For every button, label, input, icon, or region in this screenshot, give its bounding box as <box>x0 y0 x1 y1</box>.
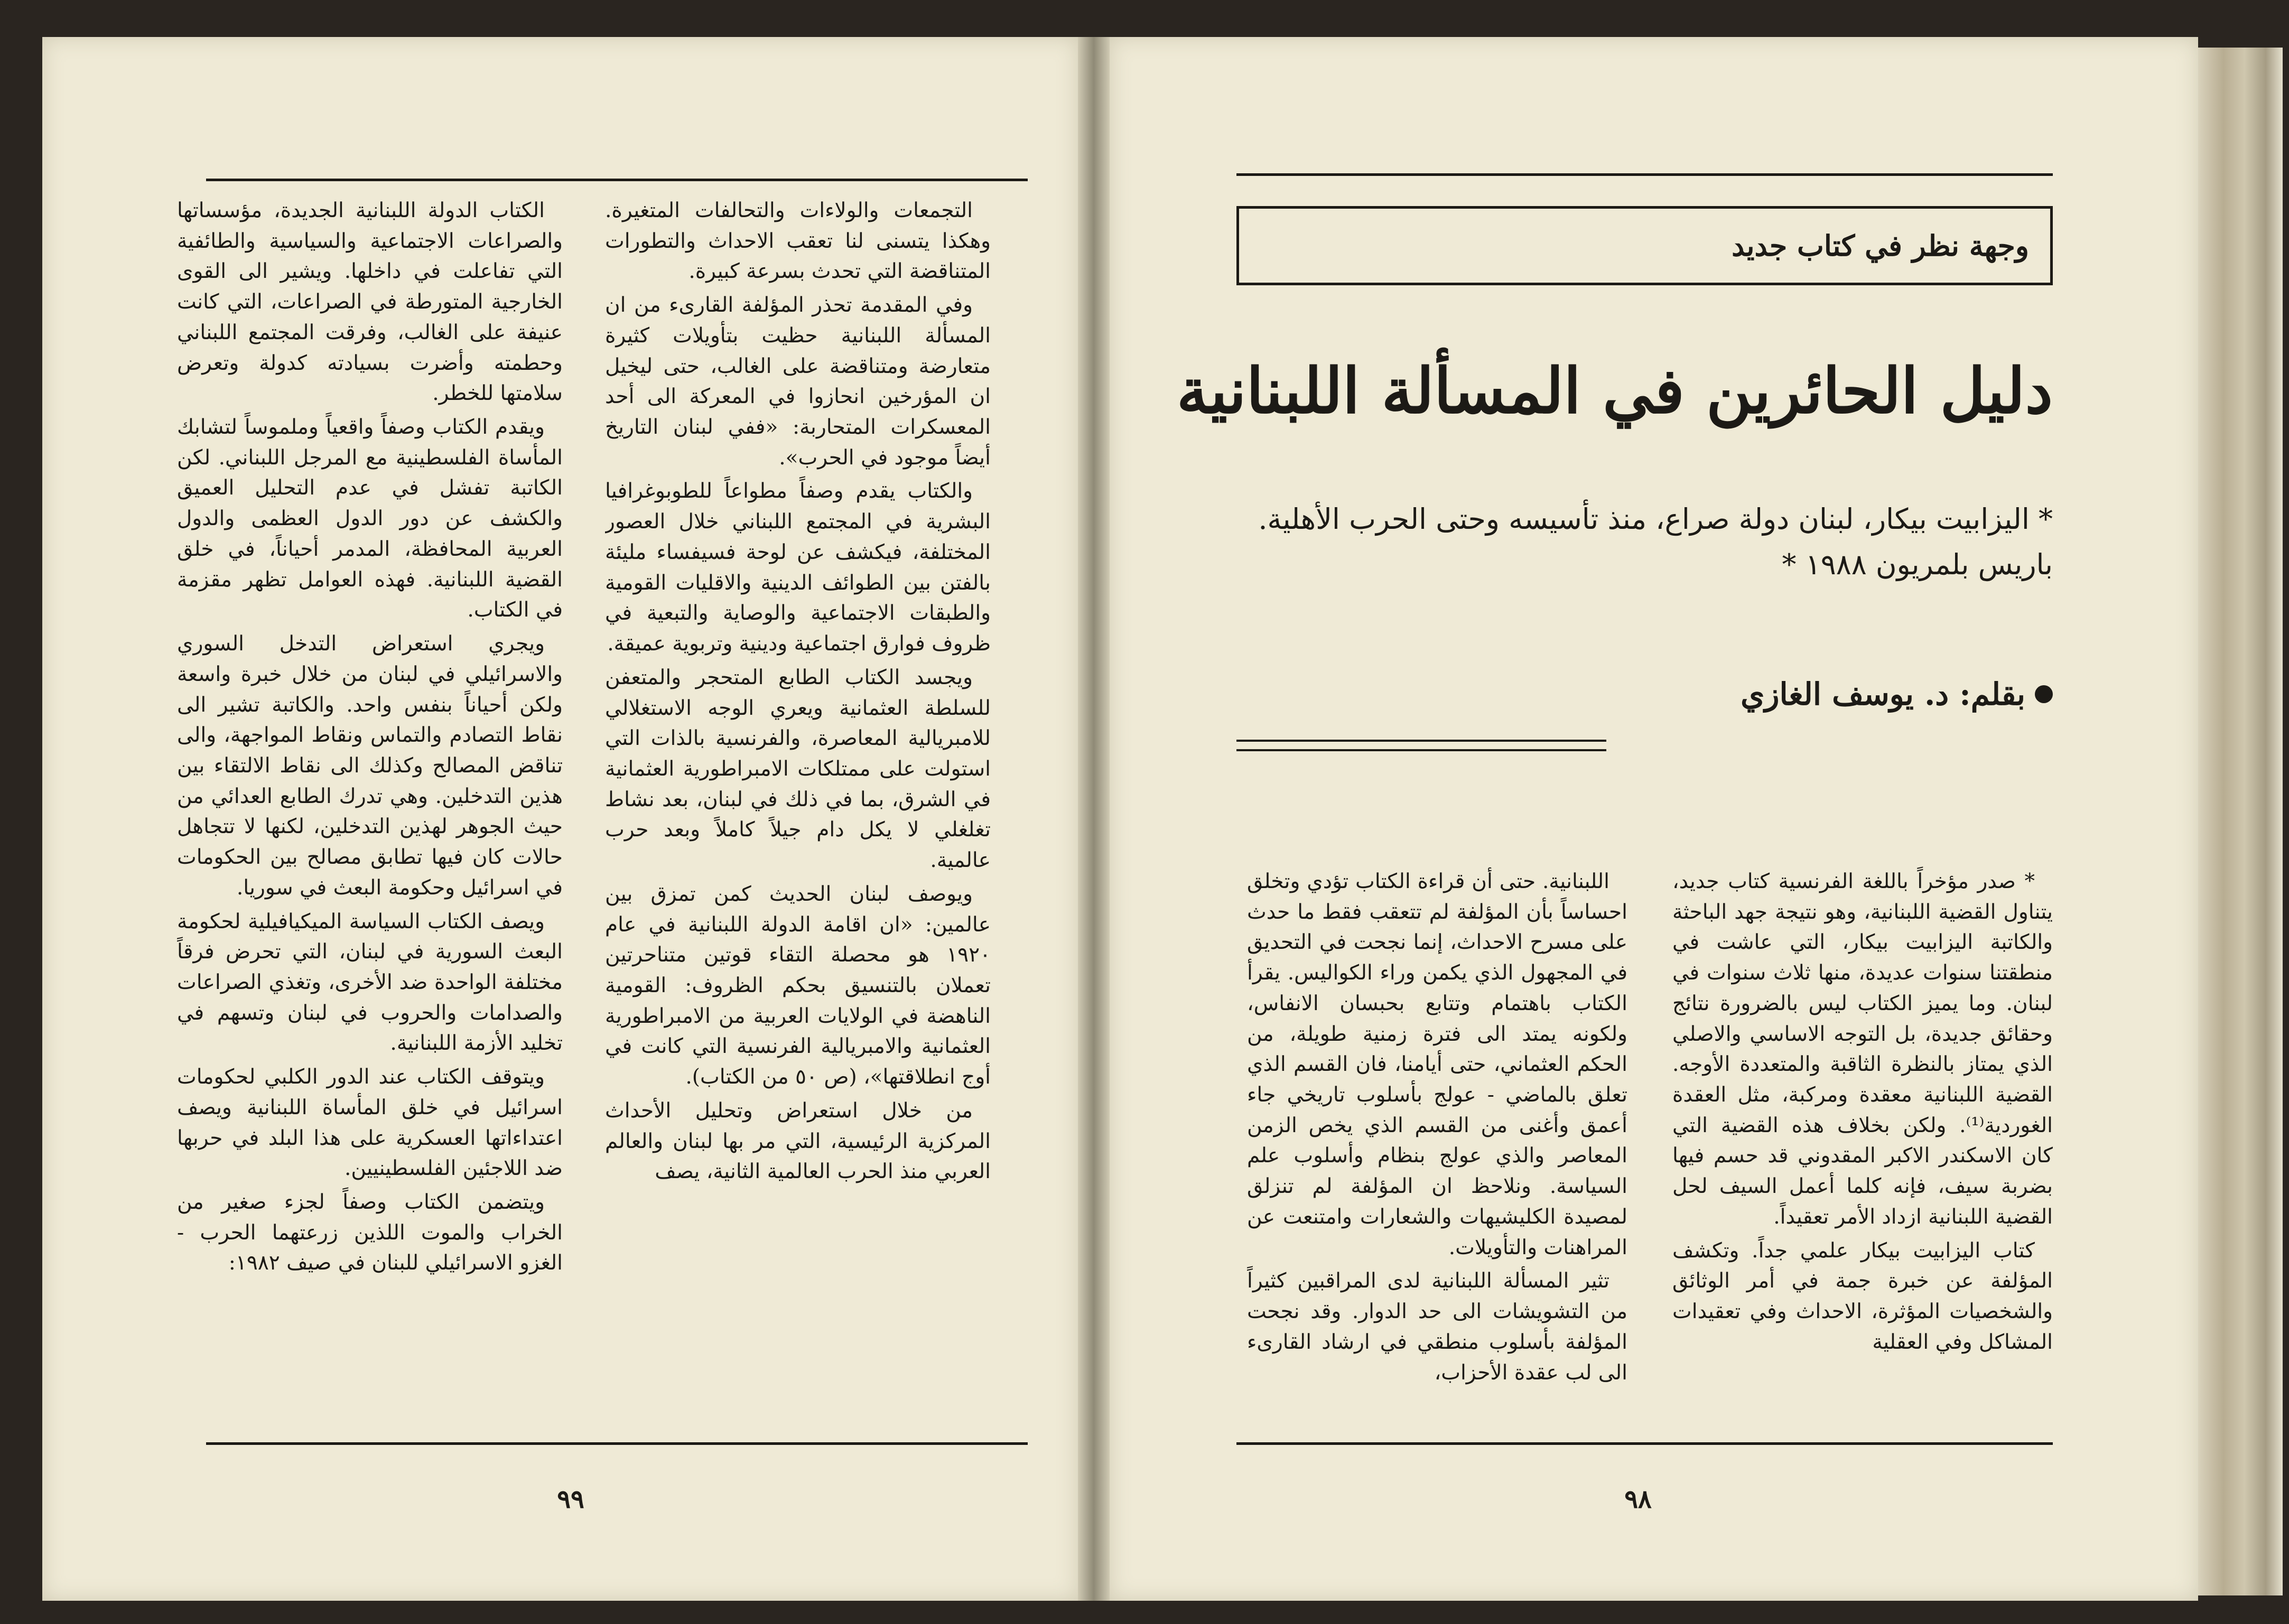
paragraph: من خلال استعراض وتحليل الأحداث المركزية الرئيسية، التي مر بها لبنان والعالم العربي منذ الحرب العالمية الثانية، يصف <box>605 1098 991 1184</box>
bottom-rule <box>206 1442 1028 1445</box>
paragraph: ويتوقف الكتاب عند الدور الكلبي لحكومات اسرائيل في خلق المأساة اللبنانية ويصف اعتداءاتها العسكرية على هذا البلد في حربها ضد اللاجئين الفلسطينيين. <box>177 1065 563 1181</box>
show-through-text <box>1258 608 2053 829</box>
article-title: دليل الحائرين في المسألة اللبنانية <box>1176 354 2053 427</box>
page-99 <box>42 37 1078 1601</box>
column-left <box>177 195 563 1458</box>
bullet-icon <box>2035 685 2053 703</box>
page-98 <box>1110 37 2198 1601</box>
byline-rule-2 <box>1236 749 1606 751</box>
paragraph: ويجسد الكتاب الطابع المتحجر والمتعفن للسلطة العثمانية ويعري الوجه الاستغلالي للامبريالية المعاصرة، والفرنسية بالذات التي استولت على ممتلكات الامبراطورية العثمانية في الشرق، بما في ذلك في لبنان، بعد نشاط تغلغلي لا يكل دام جيلاً كاملاً وبعد حرب عالمية. <box>605 665 991 873</box>
column-right <box>1672 866 2053 1463</box>
section-label: وجهة نظر في كتاب جديد <box>1732 229 2029 263</box>
page-number: ٩٩ <box>557 1485 584 1514</box>
paragraph: تثير المسألة اللبنانية لدى المراقبين كثيراً من التشويشات الى حد الدوار. وقد نجحت المؤلفة بأسلوب منطقي في ارشاد القارىء الى لب عقدة الأحزاب، <box>1247 1269 1627 1385</box>
paragraph: كتاب اليزابيت بيكار علمي جداً. وتكشف المؤلفة عن خبرة جمة في أمر الوثائق والشخصيات المؤثرة، الاحداث وفي تعقيدات المشاكل وفي العقلية <box>1672 1238 2053 1354</box>
section-label-box <box>1236 206 2053 285</box>
page-edges <box>2198 48 2283 1595</box>
paragraph: وفي المقدمة تحذر المؤلفة القارىء من ان المسألة اللبنانية حظيت بتأويلات كثيرة متعارضة ومتناقضة على الغالب، حتى ليخيل ان المؤرخين انحازوا في المعركة الى أحد المعسكرات المتحاربة: «ففي لبنان التاريخ أيضاً موجود في الحرب». <box>605 293 991 470</box>
paragraph: اللبنانية. حتى أن قراءة الكتاب تؤدي وتخلق احساساً بأن المؤلفة لم تتعقب فقط ما حدث على مسرح الاحداث، إنما نجحت في التحديق في المجهول الذي يكمن وراء الكواليس. يقرأ الكتاب باهتمام وتتابع بحبسان الانفاس، ولكونه يمتد الى فترة زمنية طويلة، من الحكم العثماني، حتى أيامنا، فان القسم الذي تعلق بالماضي - عولج بأسلوب تاريخي جاء أعمق وأغنى من القسم الذي يخص الزمن المعاصر والذي عولج بنظام وأسلوب علم السياسة. ونلاحظ ان المؤلفة لم تنزلق لمصيدة الكليشيهات والشعارات وامتنعت عن المراهنات والتأويلات. <box>1247 870 1627 1259</box>
paragraph: ويتضمن الكتاب وصفاً لجزء صغير من الخراب والموت اللذين زرعتهما الحرب - الغزو الاسرائيلي للبنان في صيف ١٩٨٢: <box>177 1190 563 1275</box>
top-rule <box>206 179 1028 181</box>
column-right <box>605 195 991 1458</box>
page-number: ٩٨ <box>1624 1485 1652 1514</box>
column-left <box>1247 866 1627 1463</box>
paragraph: ويجري استعراض التدخل السوري والاسرائيلي في لبنان من خلال خبرة واسعة ولكن أحياناً بنفس واحد. والكاتبة تشير الى نقاط التصادم والتماس ونقاط المواجهة، والى تناقض المصالح وكذلك الى نقاط الالتقاء بين هذين التدخلين. وهي تدرك الطابع العدائي من حيث الجوهر لهذين التدخلين، لكنها لا تتجاهل حالات كان فيها تطابق مصالح بين الحكومات في اسرائيل وحكومة البعث في سوريا. <box>177 632 563 900</box>
bottom-rule <box>1236 1442 2053 1445</box>
book-reference: * اليزابيت بيكار، لبنان دولة صراع، منذ تأسيسه وحتى الحرب الأهلية. باريس بلمريون ١٩٨٨ * <box>1258 502 2053 582</box>
byline-rule <box>1236 740 1606 742</box>
paragraph: الكتاب الدولة اللبنانية الجديدة، مؤسساتها والصراعات الاجتماعية والسياسية والطائفية التي تفاعلت في داخلها. ويشير الى القوى الخارجية المتورطة في الصراعات، التي كانت عنيفة على الغالب، وفرقت المجتمع اللبناني وحطمته وأضرت بسيادته كدولة وتعرض سلامتها للخطر. <box>177 199 563 406</box>
paragraph: * صدر مؤخراً باللغة الفرنسية كتاب جديد، يتناول القضية اللبنانية، وهو نتيجة جهد الباحثة والكاتبة اليزابيت بيكار، التي عاشت في منطقتنا سنوات عديدة، منها ثلاث سنوات في لبنان. وما يميز الكتاب ليس بالضرورة نتائج وحقائق جديدة، بل التوجه الاساسي والاصلي الذي يمتاز بالنظرة الثاقبة والمتعددة الأوجه. القضية اللبنانية معقدة ومركبة، مثل العقدة الغوردية⁽¹⁾. ولكن بخلاف هذه القضية التي كان الاسكندر الاكبر المقدوني قد حسم فيها بضربة سيف، فإنه كلما أعمل السيف لحل القضية اللبنانية ازداد الأمر تعقيداً. <box>1672 870 2053 1229</box>
top-rule <box>1236 173 2053 176</box>
book-gutter <box>1078 37 1110 1601</box>
paragraph: ويوصف لبنان الحديث كمن تمزق بين عالمين: «ان اقامة الدولة اللبنانية في عام ١٩٢٠ هو محصلة التقاء قوتين متناحرتين تعملان بالتنسيق بحكم الظروف: القومية الناهضة في الولايات العربية من الامبراطورية العثمانية والامبريالية الفرنسية التي كانت في أوج انطلاقتها»، (ص ٥٠ من الكتاب). <box>605 882 991 1089</box>
paragraph: ويصف الكتاب السياسة الميكيافيلية لحكومة البعث السورية في لبنان، التي تحرض فرقاً مختلفة الواحدة ضد الأخرى، وتغذي الصراعات والصدامات والحروب في لبنان وتسهم في تخليد الأزمة اللبنانية. <box>177 909 563 1056</box>
paragraph: التجمعات والولاءات والتحالفات المتغيرة. وهكذا يتسنى لنا تعقب الاحداث والتطورات المتناقضة التي تحدث بسرعة كبيرة. <box>605 199 991 284</box>
byline <box>1741 676 2053 712</box>
paragraph: ويقدم الكتاب وصفاً واقعياً وملموساً لتشابك المأساة الفلسطينية مع المرجل اللبناني. لكن الكاتبة تفشل في عدم التحليل العميق والكشف عن دور الدول العظمى والدول العربية المحافظة، المدمر أحياناً، في خلق القضية اللبنانية. فهذه العوامل تظهر مقزمة في الكتاب. <box>177 415 563 622</box>
paragraph: والكتاب يقدم وصفاً مطواعاً للطوبوغرافيا البشرية في المجتمع اللبناني خلال العصور المختلفة، فيكشف عن لوحة فسيفساء مليئة بالفتن بين الطوائف الدينية والاقليات القومية والطبقات الاجتماعية والوصاية والتبعية في ظروف فوارق اجتماعية ودينية وتربوية عميقة. <box>605 479 991 656</box>
author-name: بقلم: د. يوسف الغازي <box>1741 676 2025 712</box>
